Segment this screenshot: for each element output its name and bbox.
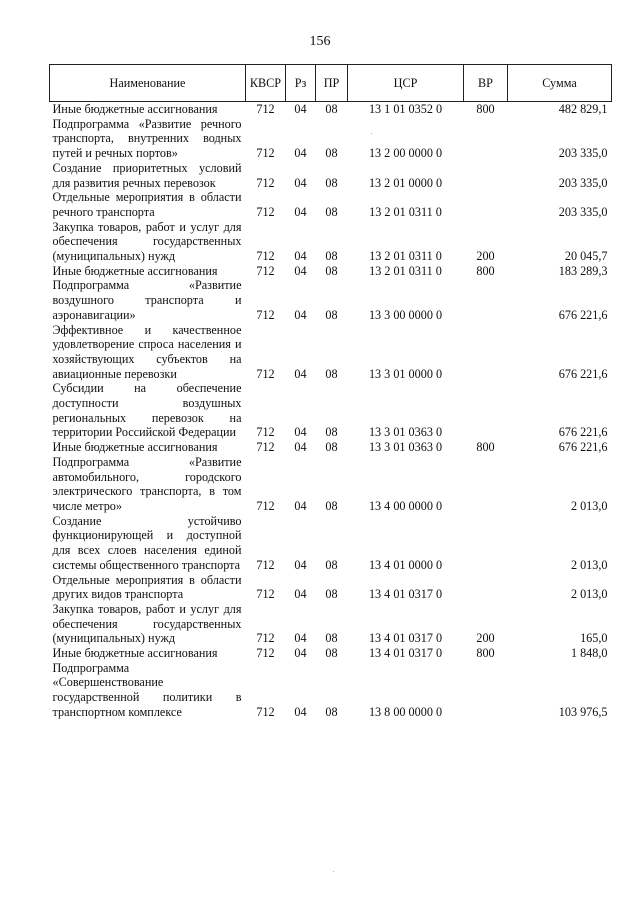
row-name: Подпрограмма «Совершенствование государственной политики в транспортном комплексе [52,660,242,719]
row-kvsr: 712 [256,146,275,161]
row-name: Закупка товаров, работ и услуг для обеспечения государственных (муниципальных) нужд [52,219,242,264]
row-kvsr: 712 [256,204,275,219]
row-vr: 800 [476,263,495,278]
row-kvsr: 712 [256,102,275,116]
row-rz: 04 [294,704,307,719]
row-rz: 04 [294,440,307,455]
row-kvsr: 712 [256,704,275,719]
row-rz: 04 [294,175,307,190]
row-sum: 165,0 [580,631,608,646]
table-row [50,323,612,382]
row-sum: 2 013,0 [570,498,608,513]
table-row [50,278,612,322]
table-row [50,117,612,161]
table-row [50,440,612,455]
row-kvsr: 712 [256,307,275,322]
row-name: Отдельные мероприятия в области других видов транспорта [52,572,242,602]
row-pr: 08 [325,440,338,455]
row-pr: 08 [325,704,338,719]
row-kvsr: 712 [256,425,275,440]
row-vr [464,573,508,602]
row-csr: 13 4 01 0317 0 [368,631,443,646]
scan-speck [333,871,334,872]
row-name: Закупка товаров, работ и услуг для обеспечения государственных (муниципальных) нужд [52,601,242,646]
row-sum: 482 829,1 [558,102,608,116]
row-csr: 13 3 00 0000 0 [368,307,443,322]
row-sum: 676 221,6 [558,307,608,322]
budget-table [49,64,612,720]
row-vr: 800 [476,102,495,116]
row-sum: 203 335,0 [558,146,608,161]
row-csr: 13 3 01 0000 0 [368,366,443,381]
table-row [50,264,612,279]
table-row [50,220,612,264]
row-rz: 04 [294,587,307,602]
row-vr: 800 [476,440,495,455]
row-pr: 08 [325,587,338,602]
row-name: Подпрограмма «Развитие речного транспорта, внутренних водных путей и речных портов» [52,116,242,161]
row-sum: 1 848,0 [570,646,608,661]
row-name: Создание приоритетных условий для развития речных перевозок [52,160,242,190]
row-rz: 04 [294,204,307,219]
row-vr [464,323,508,382]
row-kvsr: 712 [256,587,275,602]
table-row [50,602,612,646]
row-sum: 2 013,0 [570,587,608,602]
row-kvsr: 712 [256,557,275,572]
row-rz: 04 [294,646,307,661]
row-csr: 13 2 01 0311 0 [369,263,442,278]
row-kvsr: 712 [256,263,275,278]
header-sum: Сумма [508,65,612,102]
row-csr: 13 2 01 0311 0 [369,249,442,264]
row-sum: 20 045,7 [564,249,608,264]
header-vr: ВР [464,65,508,102]
row-vr: 200 [476,249,495,264]
row-pr: 08 [325,557,338,572]
table-row [50,102,612,117]
row-csr: 13 4 00 0000 0 [368,498,443,513]
table-row [50,455,612,514]
header-kvsr: КВСР [246,65,286,102]
row-rz: 04 [294,557,307,572]
row-csr: 13 8 00 0000 0 [368,704,443,719]
row-kvsr: 712 [256,249,275,264]
scan-speck [371,133,372,134]
row-kvsr: 712 [256,440,275,455]
header-name: Наименование [50,65,246,102]
table-row [50,661,612,720]
row-pr: 08 [325,307,338,322]
row-pr: 08 [325,263,338,278]
row-name: Иные бюджетные ассигнования [52,440,218,455]
row-name: Иные бюджетные ассигнования [52,263,218,278]
header-csr: ЦСР [348,65,464,102]
row-name: Подпрограмма «Развитие автомобильного, городского электрического транспорта, в том числе метро» [52,454,242,513]
row-csr: 13 2 01 0000 0 [368,175,443,190]
row-vr [464,661,508,720]
row-pr: 08 [325,204,338,219]
row-csr: 13 3 01 0363 0 [368,425,443,440]
row-csr: 13 4 01 0000 0 [368,557,443,572]
row-csr: 13 2 01 0311 0 [369,204,442,219]
table-row [50,646,612,661]
row-name: Подпрограмма «Развитие воздушного транспорта и аэронавигации» [52,278,242,322]
row-sum: 183 289,3 [558,263,608,278]
row-rz: 04 [294,263,307,278]
row-pr: 08 [325,498,338,513]
row-name: Создание устойчиво функционирующей и доступной для всех слоев населения единой системы общественного транспорта [52,513,242,572]
row-vr [464,117,508,161]
row-vr [464,190,508,219]
table-header-row [50,65,612,102]
page-number: 156 [309,34,331,49]
row-rz: 04 [294,249,307,264]
row-pr: 08 [325,425,338,440]
row-rz: 04 [294,366,307,381]
table-row [50,161,612,190]
row-sum: 2 013,0 [570,557,608,572]
row-name: Иные бюджетные ассигнования [52,102,218,116]
row-name: Иные бюджетные ассигнования [52,646,218,661]
row-name: Эффективное и качественное удовлетворение спроса населения и хозяйствующих субъектов на авиационные перевозки [52,322,242,381]
row-kvsr: 712 [256,646,275,661]
row-vr: 800 [476,646,495,661]
row-sum: 103 976,5 [558,704,608,719]
row-name: Субсидии на обеспечение доступности воздушных региональных перевозок на территории Российской Федерации [52,381,242,440]
row-rz: 04 [294,146,307,161]
row-rz: 04 [294,307,307,322]
row-kvsr: 712 [256,498,275,513]
row-pr: 08 [325,631,338,646]
row-sum: 676 221,6 [558,440,608,455]
row-vr [464,161,508,190]
row-pr: 08 [325,175,338,190]
row-sum: 676 221,6 [558,366,608,381]
row-pr: 08 [325,249,338,264]
row-rz: 04 [294,631,307,646]
row-vr: 200 [476,631,495,646]
row-csr: 13 1 01 0352 0 [368,102,443,116]
table-row [50,573,612,602]
row-csr: 13 4 01 0317 0 [368,646,443,661]
row-rz: 04 [294,498,307,513]
row-rz: 04 [294,425,307,440]
row-kvsr: 712 [256,631,275,646]
row-pr: 08 [325,646,338,661]
row-sum: 676 221,6 [558,425,608,440]
row-vr [464,381,508,440]
row-csr: 13 3 01 0363 0 [368,440,443,455]
row-kvsr: 712 [256,366,275,381]
row-vr [464,278,508,322]
table-row [50,190,612,219]
header-pr: ПР [316,65,348,102]
row-vr [464,455,508,514]
row-sum: 203 335,0 [558,175,608,190]
row-kvsr: 712 [256,175,275,190]
row-sum: 203 335,0 [558,204,608,219]
table-row [50,514,612,573]
table-row [50,381,612,440]
row-pr: 08 [325,366,338,381]
table-body [50,102,612,720]
row-name: Отдельные мероприятия в области речного транспорта [52,190,242,219]
row-pr: 08 [325,102,338,116]
header-rz: Рз [286,65,316,102]
row-pr: 08 [325,146,338,161]
row-rz: 04 [294,102,307,116]
row-vr [464,514,508,573]
row-csr: 13 2 00 0000 0 [368,146,443,161]
row-csr: 13 4 01 0317 0 [368,587,443,602]
